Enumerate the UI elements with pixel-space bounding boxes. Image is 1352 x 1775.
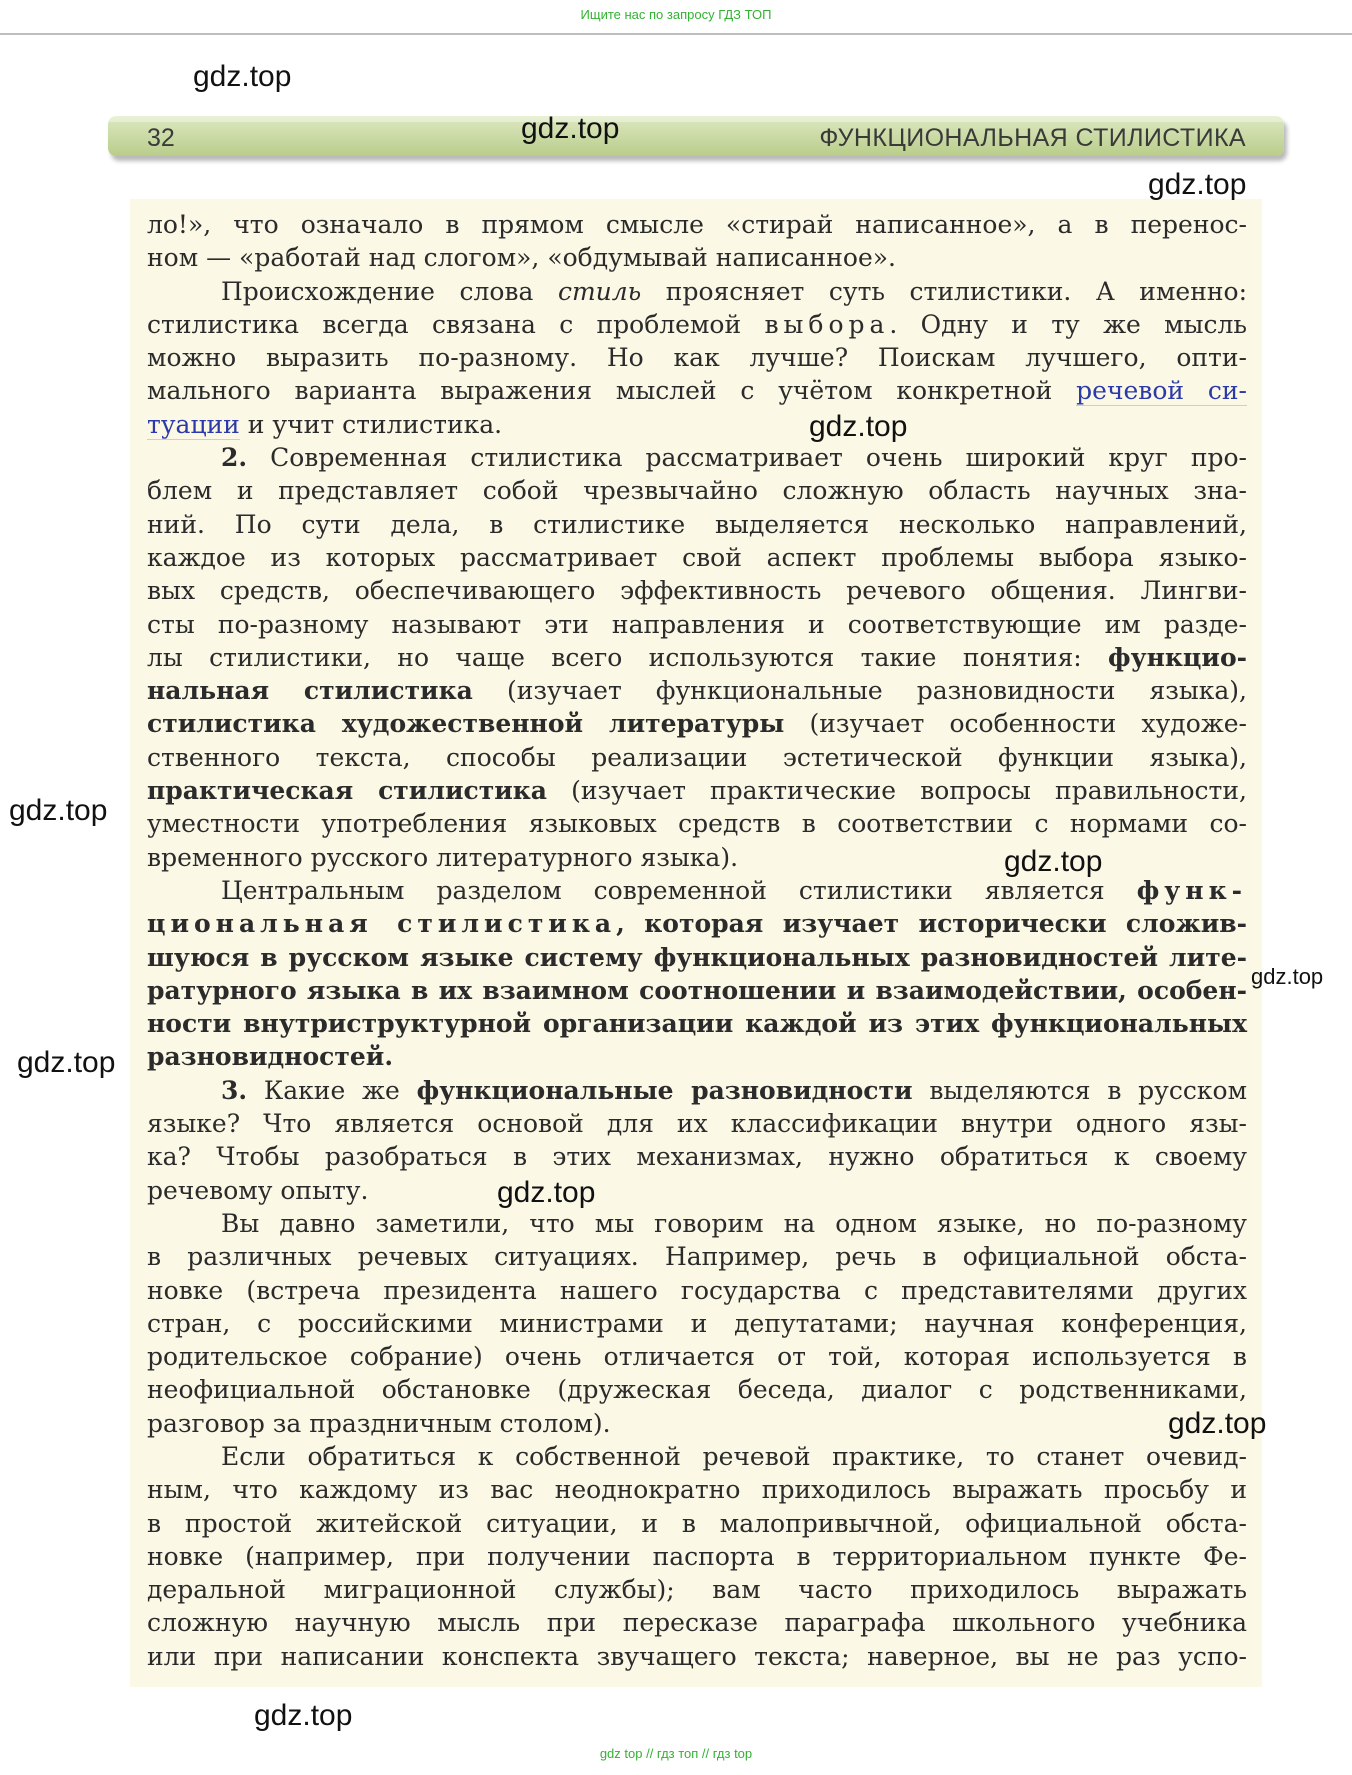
text-line: новке (встреча президента нашего государства с представителями других: [147, 1275, 1247, 1305]
spaced-term: циональная стилистика: [147, 909, 617, 939]
text-line: уместности употребления языковых средств в соответствии с нормами со-: [147, 809, 1247, 839]
text-line: стран, с российскими министрами и депутатами; научная конференция,: [147, 1308, 1247, 1338]
glossary-link[interactable]: речевой си-: [1076, 376, 1247, 406]
watermark: gdz.top: [254, 1699, 353, 1732]
text-line: речевому опыту.: [147, 1175, 369, 1205]
text-line: ратурного языка в их взаимном соотношении и взаимодействии, особен-: [147, 975, 1247, 1005]
text-line: циональная стилистика, которая изучает исторически сложив-: [147, 909, 1247, 939]
text-line: туации и учит стилистика.: [147, 409, 503, 439]
text-line: или при написании конспекта звучащего текста; наверное, вы не раз успо-: [147, 1641, 1247, 1671]
glossary-link[interactable]: туации: [147, 409, 240, 439]
text-line: деральной миграционной службы); вам часто приходилось выражать: [147, 1575, 1247, 1605]
paragraph-number: 2.: [221, 443, 248, 473]
text-line: в различных речевых ситуациях. Например, речь в официальной обста-: [147, 1242, 1247, 1272]
text-line: Если обратиться к собственной речевой практике, то станет очевид-: [221, 1441, 1247, 1471]
text-line: разновидностей.: [147, 1042, 394, 1072]
text-line: нальная стилистика (изучает функциональные разновидности языка),: [147, 676, 1247, 706]
spaced-term: выбора: [764, 309, 890, 339]
spaced-term: функ-: [1136, 875, 1247, 905]
watermark: gdz.top: [497, 1176, 596, 1209]
text-line: сложную научную мысль при пересказе параграфа школьного учебника: [147, 1608, 1247, 1638]
text-line: стилистика художественной литературы (изучает особенности художе-: [147, 709, 1247, 739]
text-line: новке (например, при получении паспорта в территориальном пункте Фе-: [147, 1541, 1247, 1571]
text-line: временного русского литературного языка).: [147, 842, 739, 872]
top-bar: [0, 0, 1352, 35]
text-line: ло!», что означало в прямом смысле «стирай написанное», а в перенос-: [147, 210, 1247, 239]
text-line: ном — «работай над слогом», «обдумывай написанное».: [147, 243, 896, 273]
watermark: gdz.top: [1251, 964, 1324, 989]
text-line: вых средств, обеспечивающего эффективность речевого общения. Лингви-: [147, 576, 1247, 606]
text-line: в простой житейской ситуации, и в малопривычной, официальной обста-: [147, 1508, 1247, 1538]
paragraph-number: 3.: [221, 1075, 248, 1105]
bold-term: стилистика художественной литературы: [147, 709, 785, 739]
text-line: блем и представляет собой чрезвычайно сложную область научных зна-: [147, 476, 1247, 506]
term-stil: стиль: [557, 276, 642, 306]
text-line: 3. Какие же функциональные разновидности выделяются в русском: [221, 1075, 1248, 1105]
text-line: мального варианта выражения мыслей с учётом конкретной речевой си-: [147, 376, 1247, 406]
text-line: каждое из которых рассматривает свой аспект проблемы выбора языко-: [147, 542, 1247, 572]
text-line: родительское собрание) очень отличается от той, которая используется в: [147, 1342, 1247, 1372]
text-line: разговор за праздничным столом).: [147, 1408, 611, 1438]
text-line: 2. Современная стилистика рассматривает очень широкий круг про-: [221, 443, 1247, 473]
text-line: неофициальной обстановке (дружеская беседа, диалог с родственниками,: [147, 1375, 1247, 1405]
bold-term: практическая стилистика: [147, 776, 547, 806]
text-line: Вы давно заметили, что мы говорим на одном языке, но по-разному: [221, 1208, 1247, 1238]
bold-term: нальная стилистика: [147, 676, 473, 706]
watermark: gdz.top: [521, 112, 620, 145]
text-line: Центральным разделом современной стилистики является функ-: [221, 875, 1247, 905]
text-line: ний. По сути дела, в стилистике выделяется несколько направлений,: [147, 509, 1247, 539]
watermark: gdz.top: [809, 410, 908, 443]
text-line: ственного текста, способы реализации эстетической функции языка),: [147, 742, 1247, 772]
text-line: лы стилистики, но чаще всего используются такие понятия: функцио-: [147, 642, 1247, 672]
watermark: gdz.top: [1004, 845, 1103, 878]
section-title: ФУНКЦИОНАЛЬНАЯ СТИЛИСТИКА: [819, 124, 1246, 152]
watermark: gdz.top: [9, 794, 108, 827]
text-line: шуюся в русском языке систему функциональных разновидностей лите-: [147, 942, 1247, 972]
text-line: языке? Что является основой для их классификации внутри одного язы-: [147, 1109, 1247, 1139]
search-hint-link[interactable]: Ищите нас по запросу ГДЗ ТОП: [580, 7, 772, 22]
bold-term: функцио-: [1108, 642, 1247, 672]
text-line: ности внутриструктурной организации каждой из этих функциональных: [147, 1009, 1247, 1039]
text-line: ка? Чтобы разобраться в этих механизмах, нужно обратиться к своему: [147, 1142, 1247, 1172]
page-body: [147, 208, 1247, 1673]
text-line: сты по-разному называют эти направления и соответствующие им разде-: [147, 609, 1247, 639]
text-line: можно выразить по-разному. Но как лучше? Поискам лучшего, опти-: [147, 343, 1247, 373]
bold-term: функциональные разновидности: [416, 1075, 913, 1105]
text-line: ным, что каждому из вас неоднократно приходилось выражать просьбу и: [147, 1475, 1247, 1505]
watermark: gdz.top: [193, 60, 292, 93]
watermark: gdz.top: [1168, 1407, 1267, 1440]
watermark: gdz.top: [17, 1046, 116, 1079]
watermark: gdz.top: [1148, 168, 1247, 201]
page-number: 32: [147, 124, 175, 152]
text-line: стилистика всегда связана с проблемой выбора. Одну и ту же мысль: [147, 309, 1248, 339]
footer-links[interactable]: gdz top // гдз топ // гдз top: [599, 1746, 753, 1761]
text-line: Происхождение слова стиль проясняет суть стилистики. А именно:: [221, 276, 1247, 306]
text-line: практическая стилистика (изучает практические вопросы правильности,: [147, 776, 1247, 806]
